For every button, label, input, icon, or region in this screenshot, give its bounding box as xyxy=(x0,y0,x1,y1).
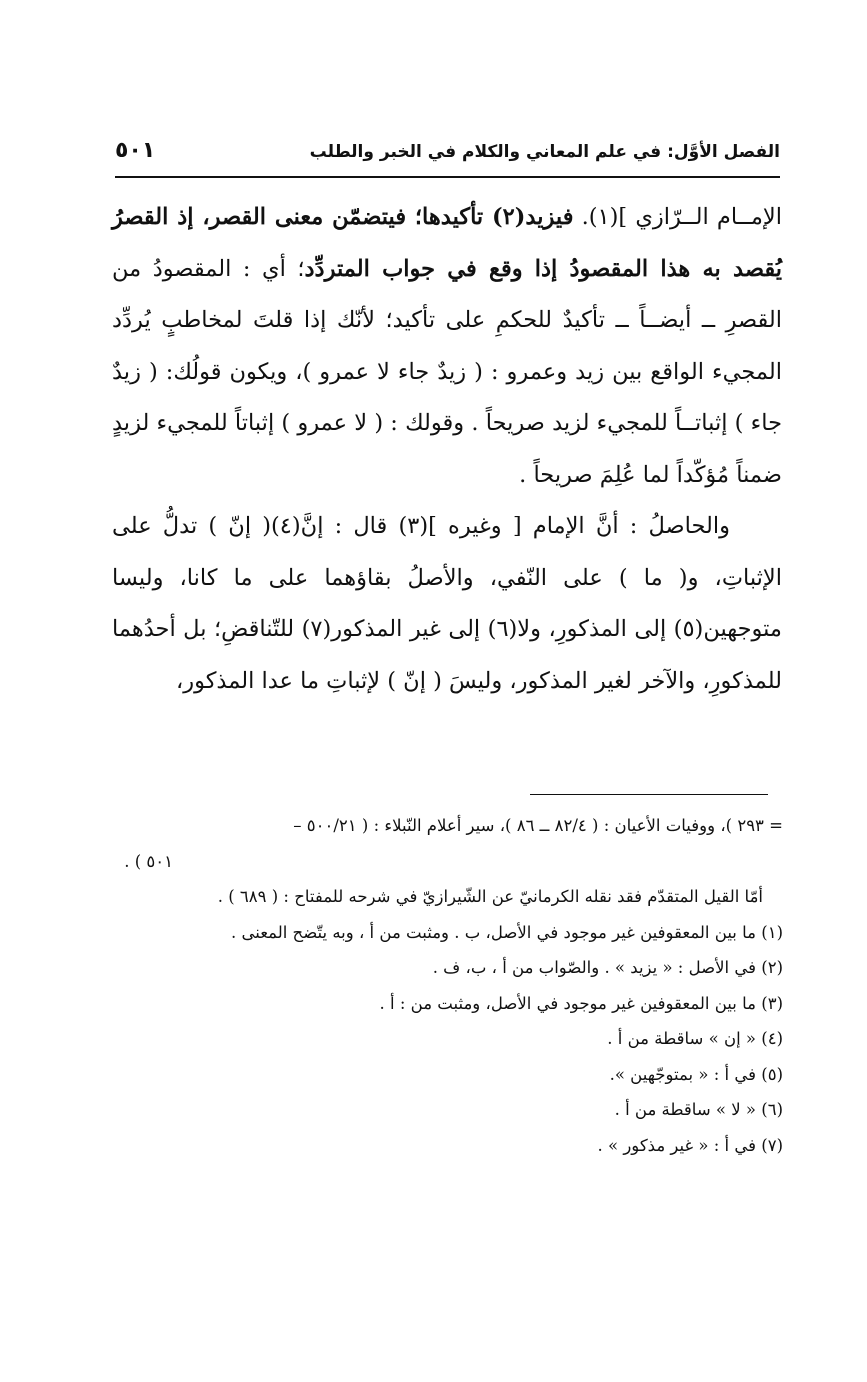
paragraph-1-rest: ؛ أي : المقصودُ من القصرِ ــ أيضــاً ــ تأكيدٌ للحكمِ على تأكيد؛ لأنّك إذا قلتَ لمخاطبٍ يُردِّد المجيء الواقع بين زيد وعمرو : ( زيدٌ جاء لا عمرو )، ويكون قولُك: ( زيدٌ جاء ) إثباتــاً للمجيء لزيد صريحاً . وقولك : ( لا عمرو ) إثباتاً للمجيء لزيدٍ ضمناً مُؤكّداً لما عُلِمَ صريحاً . xyxy=(112,255,782,488)
paragraph-1-opening: الإمــام الــرّازي ](١). xyxy=(573,204,782,230)
running-header xyxy=(115,140,780,178)
paragraph-1-bold-text: فيزيد(٢) تأكيدها؛ فيتضمّن معنى القصر، إذ القصرُ يُقصد به هذا المقصودُ إذا وقع في جواب المتردِّد xyxy=(112,204,782,282)
footnote-7: (٧) في أ : « غير مذكور » . xyxy=(597,1135,783,1155)
page-number: ٥٠١ xyxy=(115,138,156,163)
footnote-3: (٣) ما بين المعقوفين غير موجود في الأصل، ومثبت من : أ . xyxy=(379,993,783,1013)
footnote-separator xyxy=(530,794,768,795)
footnote-6: (٦) « لا » ساقطة من أ . xyxy=(614,1100,783,1119)
paragraph-2: والحاصلُ : أنَّ الإمام [ وغيره ](٣) قال : إنَّ(٤)( إنّ ) تدلُّ على الإثباتِ، و( ما ) على النّفي، والأصلُ بقاؤهما على ما كانا، وليسا متوجهين(٥) إلى المذكورِ، ولا(٦) إلى غير المذكور(٧) للتّناقضِ؛ بل أحدُهما للمذكورِ، والآخر لغير المذكور، وليسَ ( إنّ ) لإثباتِ ما عدا المذكور، xyxy=(112,513,782,694)
footnote-5: (٥) في أ : « بمتوجّهين ». xyxy=(609,1064,783,1084)
footnote-1: (١) ما بين المعقوفين غير موجود في الأصل، ب . ومثبت من أ ، وبه يتّضح المعنى . xyxy=(230,922,783,942)
paragraph-1 xyxy=(112,192,782,501)
footnote-2: (٢) في الأصل : « يزيد » . والصّواب من أ ، ب، ف . xyxy=(432,958,783,977)
footnote-4: (٤) « إن » ساقطة من أ . xyxy=(607,1029,783,1048)
footnote-continuation-end: ٥٠١ ) . xyxy=(124,851,173,871)
footnotes xyxy=(115,808,783,1163)
main-text xyxy=(112,192,782,707)
footnote-intro: أمّا القيل المتقدّم فقد نقله الكرمانيّ عن الشّيرازيّ في شرحه للمفتاح : ( ٦٨٩ ) . xyxy=(217,887,763,906)
footnote-continuation: = ٢٩٣ )، ووفيات الأعيان : ( ٨٢/٤ ــ ٨٦ )، سير أعلام النّبلاء : ( ٥٠٠/٢١ – xyxy=(293,816,783,835)
chapter-title: الفصل الأوَّل: في علم المعاني والكلام في الخبر والطلب xyxy=(309,142,780,162)
